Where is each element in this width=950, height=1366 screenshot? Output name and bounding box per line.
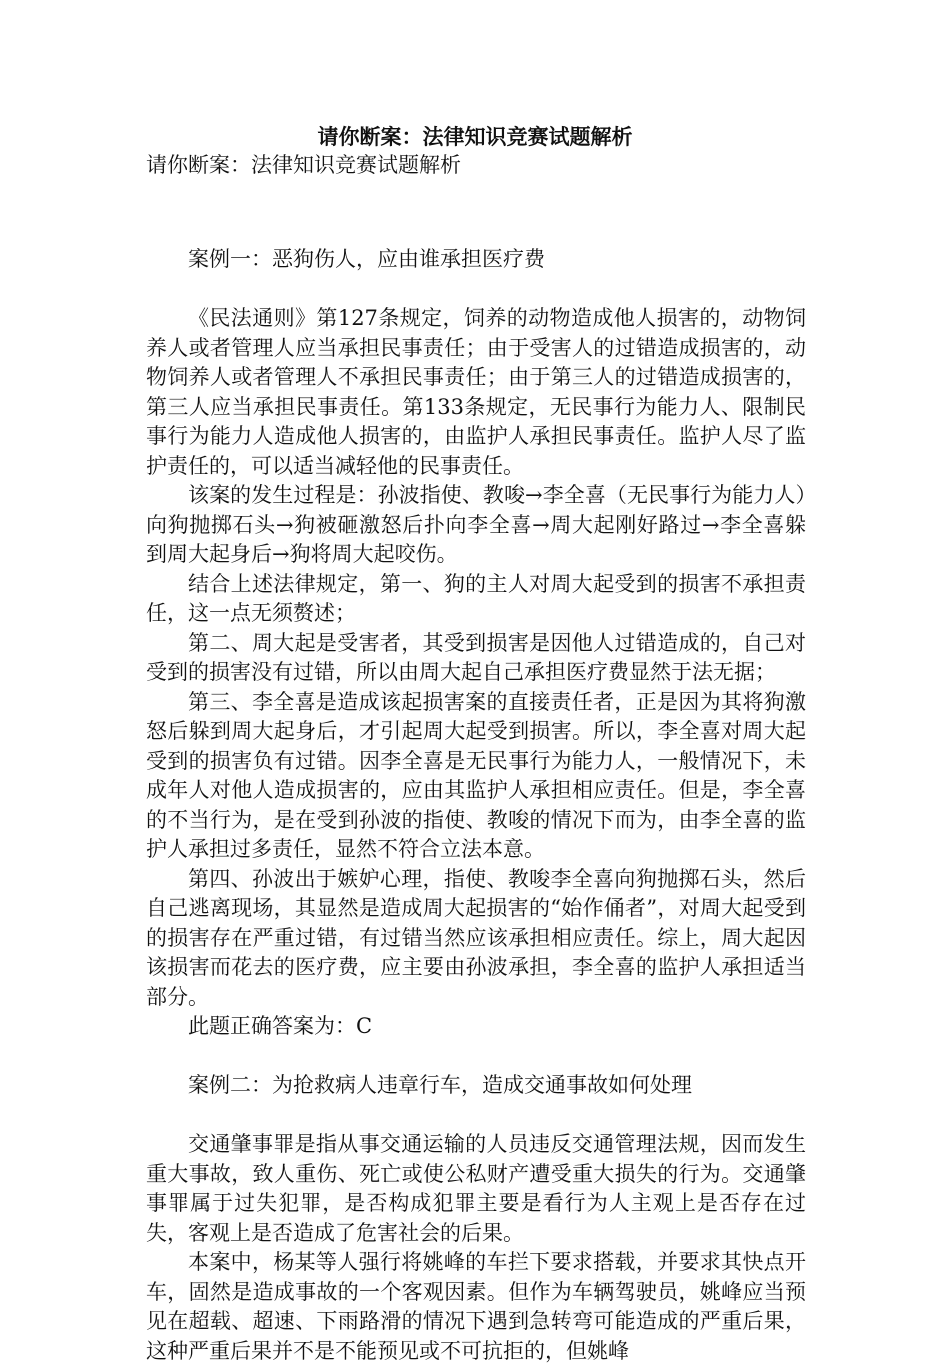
document-title: 请你断案：法律知识竞赛试题解析 <box>317 125 633 149</box>
document-body <box>146 245 806 1366</box>
case1-paragraph: 该案的发生过程是：孙波指使、教唆→李全喜（无民事行为能力人）向狗抛掷石头→狗被砸激怒后扑向李全喜→周大起刚好路过→李全喜躲到周大起身后→狗将周大起咬伤。 <box>146 483 806 566</box>
case2-heading: 案例二：为抢救病人违章行车，造成交通事故如何处理 <box>188 1073 692 1097</box>
case2-paragraph: 交通肇事罪是指从事交通运输的人员违反交通管理法规，因而发生重大事故，致人重伤、死亡或使公私财产遭受重大损失的行为。交通肇事罪属于过失犯罪，是否构成犯罪主要是看行为人主观上是否存在过失，客观上是否造成了危害社会的后果。 <box>146 1132 806 1245</box>
spacer <box>146 1042 806 1072</box>
case1-heading: 案例一：恶狗伤人，应由谁承担医疗费 <box>188 247 545 271</box>
case1-paragraph: 第三、李全喜是造成该起损害案的直接责任者，正是因为其将狗激怒后躲到周大起身后，才引起周大起受到损害。所以，李全喜对周大起受到的损害负有过错。因李全喜是无民事行为能力人，一般情况下，未成年人对他人造成损害的，应由其监护人承担相应责任。但是，李全喜的不当行为，是在受到孙波的指使、教唆的情况下而为，由李全喜的监护人承担过多责任，显然不符合立法本意。 <box>146 689 806 861</box>
case1-paragraph: 《民法通则》第127条规定，饲养的动物造成他人损害的，动物饲养人或者管理人应当承担民事责任；由于受害人的过错造成损害的，动物饲养人或者管理人不承担民事责任；由于第三人的过错造成损害的，第三人应当承担民事责任。第133条规定，无民事行为能力人、限制民事行为能力人造成他人损害的，由监护人承担民事责任。监护人尽了监护责任的，可以适当减轻他的民事责任。 <box>146 306 806 478</box>
spacer <box>146 1101 806 1131</box>
case1-paragraph: 结合上述法律规定，第一、狗的主人对周大起受到的损害不承担责任，这一点无须赘述； <box>146 571 806 625</box>
case2-paragraph: 本案中，杨某等人强行将姚峰的车拦下要求搭载，并要求其快点开车，固然是造成事故的一个客观因素。但作为车辆驾驶员，姚峰应当预见在超载、超速、下雨路滑的情况下遇到急转弯可能造成的严重后果，这种严重后果并不是不能预见或不可抗拒的，但姚峰 <box>146 1250 806 1363</box>
case1-paragraph: 第二、周大起是受害者，其受到损害是因他人过错造成的，自己对受到的损害没有过错，所以由周大起自己承担医疗费显然于法无据； <box>146 630 806 684</box>
case1-paragraph: 第四、孙波出于嫉妒心理，指使、教唆李全喜向狗抛掷石头，然后自己逃离现场，其显然是造成周大起损害的“始作俑者”，对周大起受到的损害存在严重过错，有过错当然应该承担相应责任。综上，周大起因该损害而花去的医疗费，应主要由孙波承担，李全喜的监护人承担适当部分。 <box>146 866 806 1009</box>
document-subtitle: 请你断案：法律知识竞赛试题解析 <box>146 153 461 177</box>
spacer <box>146 275 806 305</box>
case1-answer: 此题正确答案为：C <box>188 1014 373 1038</box>
